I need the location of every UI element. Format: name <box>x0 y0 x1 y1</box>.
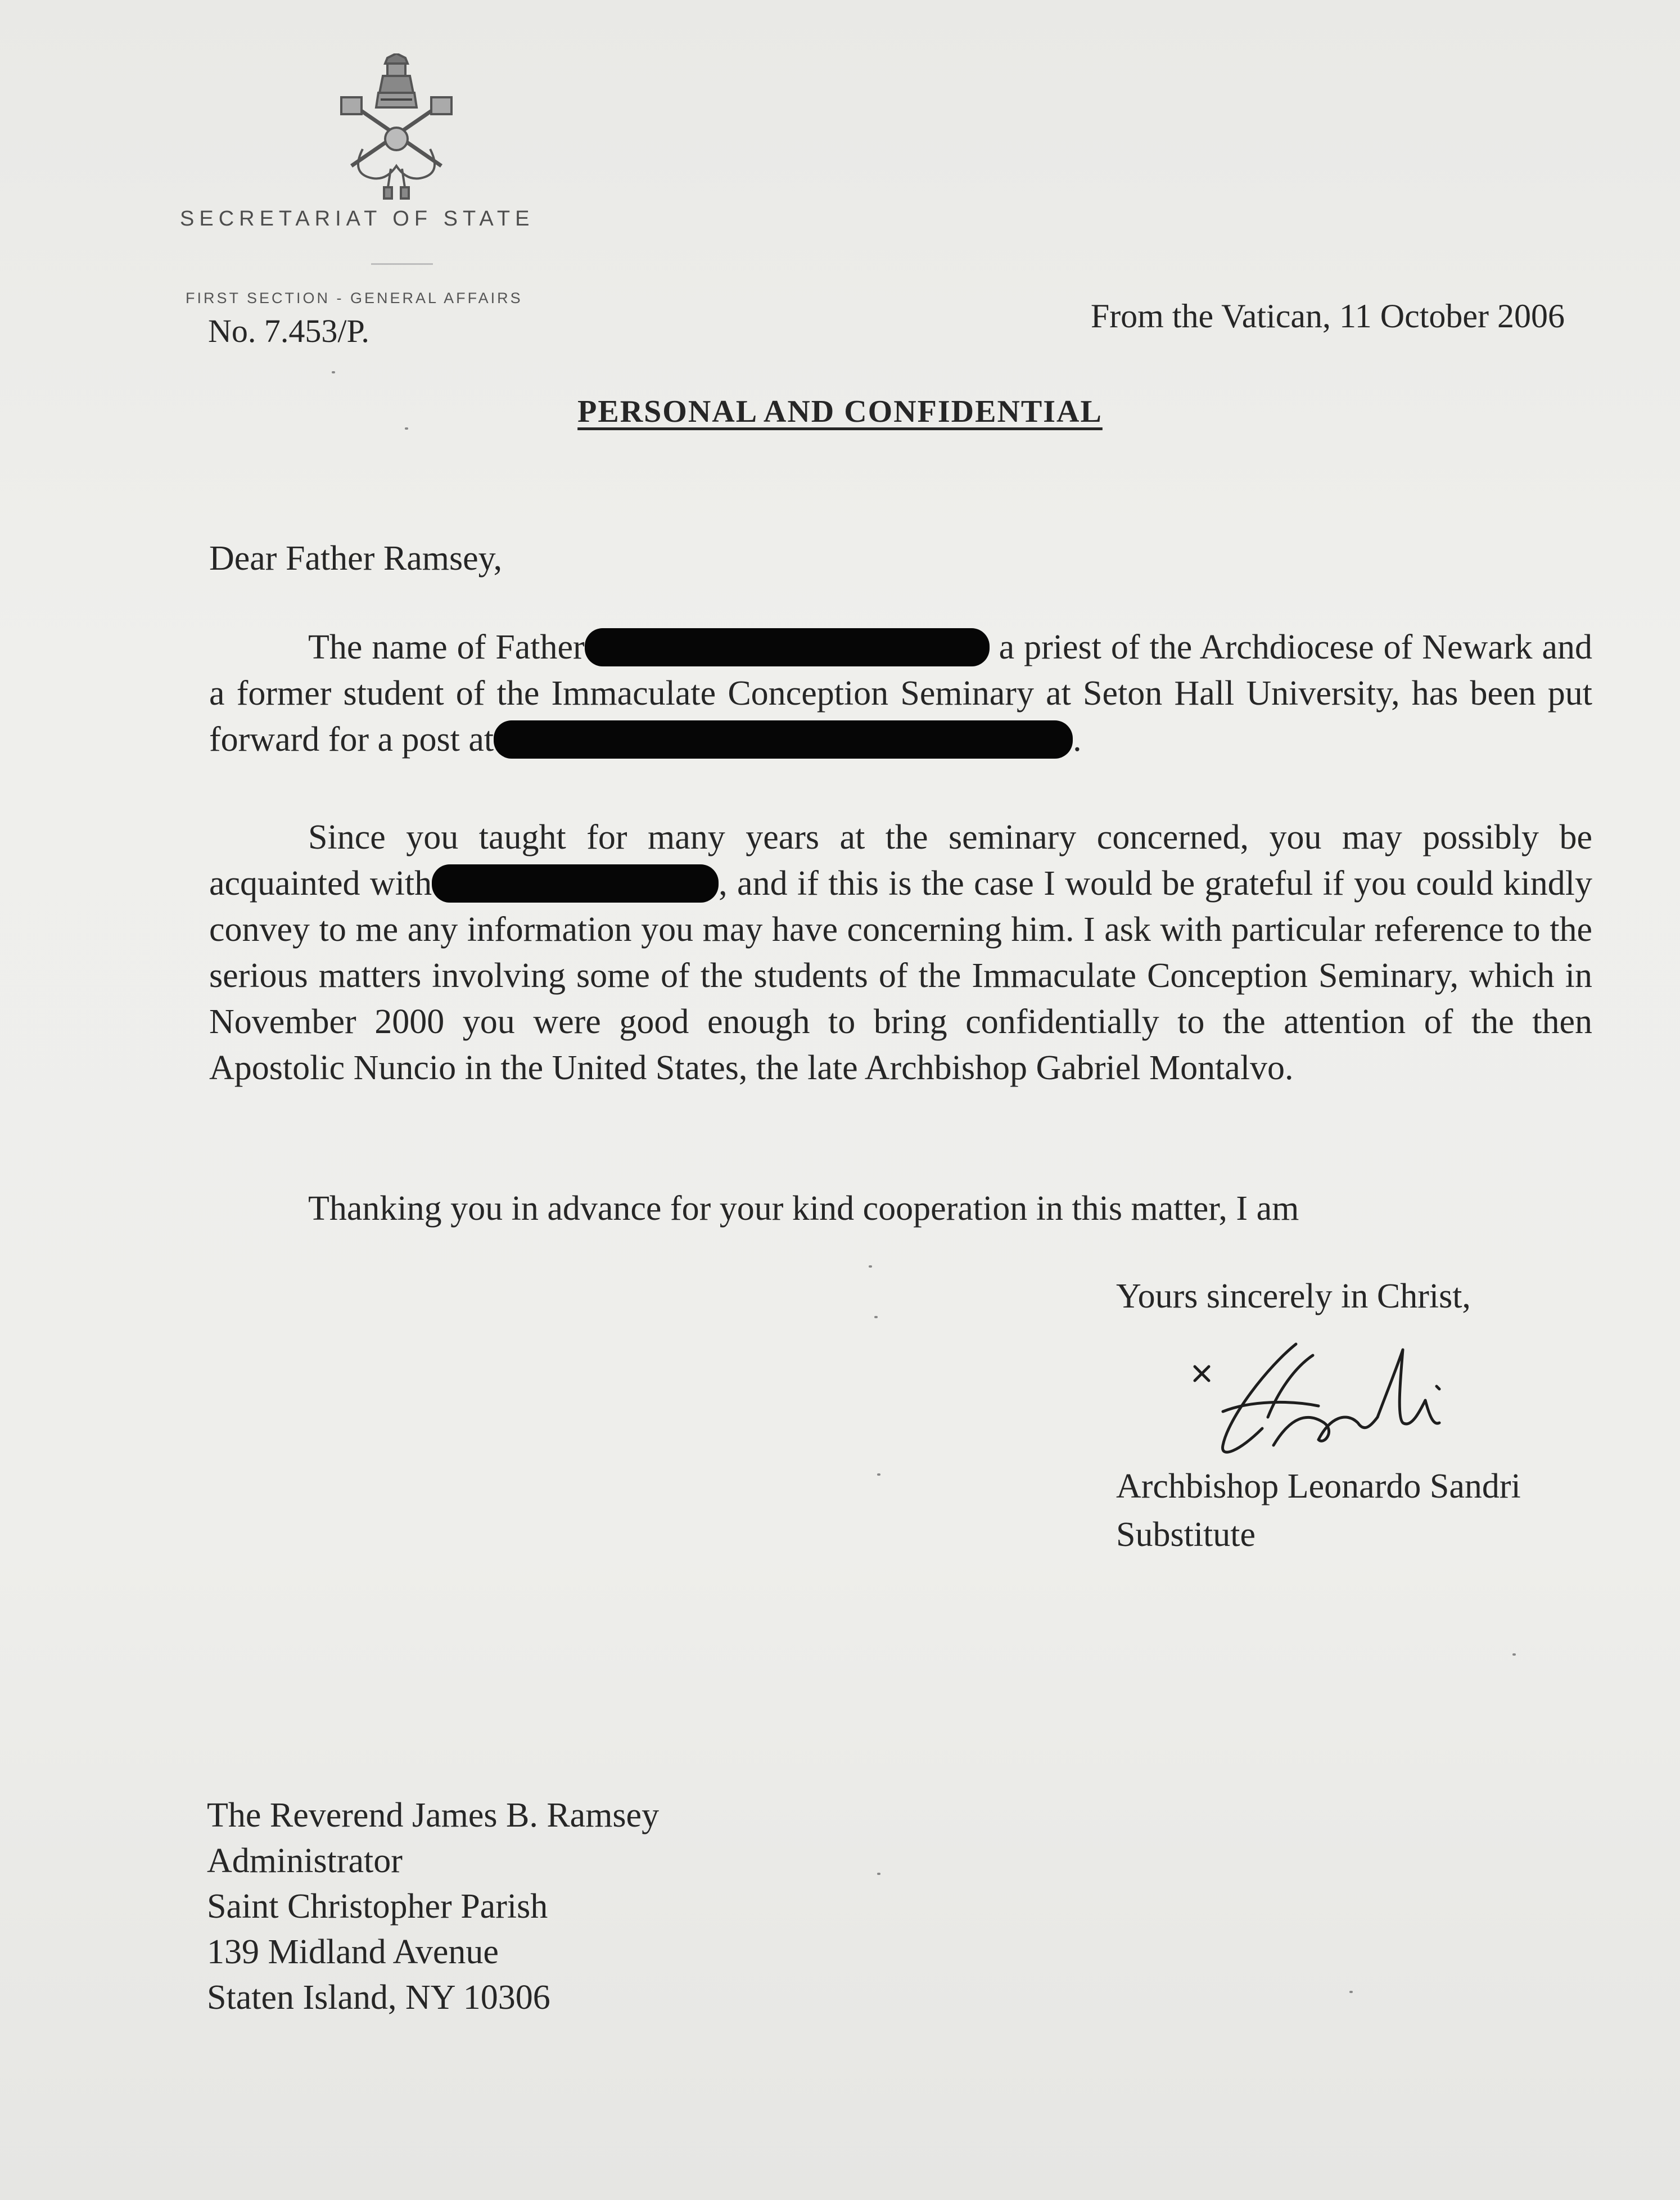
p2-main-text: , and if this is the case I would be grateful if you could kindly convey to me any information you may have concerning him. I ask with particular reference to the serious matters involving some of the students of the Immaculate Conception Seminary, which in November 2000 you were good enough to bring confidentially to the attention of the then Apostolic Nuncio in the United States, the late Archbishop Gabriel Montalvo. <box>209 864 1592 1087</box>
p2-lead-text: Since you taught for many years at the seminary concerned, you may possibly be acquainted with <box>209 818 1592 903</box>
signer-title: Substitute <box>1116 1516 1256 1554</box>
recipient-city: Staten Island, NY 10306 <box>207 1978 550 2017</box>
p1-lead-text: The name of Father <box>308 628 585 666</box>
paragraph-2 <box>209 814 1592 1091</box>
closing-line: Yours sincerely in Christ, <box>1116 1277 1471 1315</box>
paragraph-1 <box>209 624 1592 763</box>
salutation: Dear Father Ramsey, <box>209 539 503 578</box>
recipient-street: 139 Midland Avenue <box>207 1933 499 1971</box>
paper-speck <box>874 1316 878 1318</box>
signer-block <box>1116 1462 1521 1559</box>
recipient-address <box>207 1793 659 2021</box>
recipient-role: Administrator <box>207 1842 403 1880</box>
redaction-bar <box>494 720 1073 759</box>
paper-speck <box>332 371 335 373</box>
paper-speck <box>877 1473 880 1476</box>
paper-speck <box>877 1873 880 1875</box>
letterhead-divider <box>371 263 433 265</box>
paper-speck <box>869 1265 872 1268</box>
paper-speck <box>1349 1991 1353 1993</box>
protocol-number: No. 7.453/P. <box>208 313 369 349</box>
signer-name: Archbishop Leonardo Sandri <box>1116 1467 1521 1505</box>
handwritten-signature-icon <box>1155 1333 1470 1468</box>
recipient-parish: Saint Christopher Parish <box>207 1887 548 1926</box>
p1-main-text: a priest of the Archdiocese of Newark and a former student of the Immaculate Conception Seminary at Seton Hall University, has been put forward for a post at <box>209 628 1592 759</box>
confidentiality-heading: PERSONAL AND CONFIDENTIAL <box>577 394 1103 429</box>
date-line: From the Vatican, 11 October 2006 <box>1090 297 1565 335</box>
paragraph-3 <box>209 1185 1592 1232</box>
paper-speck <box>1512 1653 1516 1656</box>
section-name: FIRST SECTION - GENERAL AFFAIRS <box>186 290 523 306</box>
recipient-name: The Reverend James B. Ramsey <box>207 1796 660 1834</box>
redaction-bar <box>432 864 719 903</box>
papal-crest-icon <box>329 53 464 200</box>
p3-text: Thanking you in advance for your kind cooperation in this matter, I am <box>308 1189 1299 1228</box>
office-name: SECRETARIAT OF STATE <box>180 207 535 231</box>
redaction-bar <box>585 628 990 666</box>
paper-speck <box>405 427 408 430</box>
p1-end-text: . <box>1073 720 1082 759</box>
